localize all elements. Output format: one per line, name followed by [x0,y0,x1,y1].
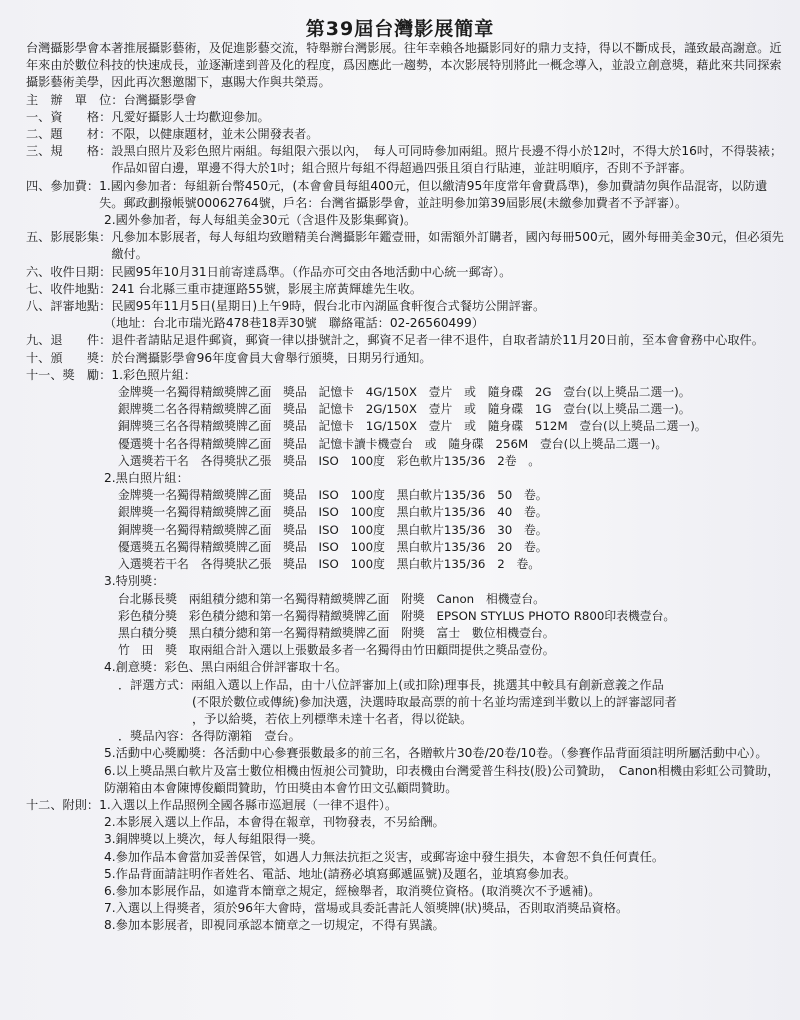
creative-judging-method-cont: (不限於數位或傳統)參加決選，決選時取最高票的前十名並均需達到半數以上的評審認同者 [192,694,677,709]
award-line: 金牌獎一名獨得精緻獎牌乙面 獎品 ISO 100度 黑白軟片135/36 50 卷。 [118,488,548,503]
award-line: 竹 田 獎 取兩組合計入選以上張數最多者一名獨得由竹田顧問提供之獎品壹份。 [118,643,555,658]
section-return [26,332,786,349]
awards-special-heading: 3.特別獎： [104,574,165,589]
section-organizer [26,92,786,109]
section-eligibility [26,109,786,126]
award-line: 銀牌獎一名獨得精緻獎牌乙面 獎品 ISO 100度 黑白軟片135/36 40 卷。 [118,505,548,520]
rule-item: 1.入選以上作品照例全國各縣市巡迴展（一律不退件）。 [99,797,398,812]
section-text: 241 台北縣三重市捷運路55號，影展主席黃輝雄先生收。 [111,281,423,296]
rule-item: 3.銅牌獎以上獎次，每人每組限得一獎。 [104,832,323,847]
judging-address: （地址：台北市瑞光路478巷18弄30號 聯絡電話：02-26560499） [104,316,484,331]
rule-item: 4.參加作品本會當加妥善保管，如遇人力無法抗拒之災害，或郵寄途中發生損失，本會恕不負任何責任。 [104,849,665,864]
section-label: 九、退 件： [26,333,112,348]
section-subject [26,126,786,143]
section-award-ceremony [26,350,786,367]
section-text: 凡愛好攝影人士均歡迎參加。 [111,109,270,124]
section-text: 凡參加本影展者，每人每組均致贈精美台灣攝影年鑑壹冊，如需額外訂購者，國內每冊500元，國外每冊美金30元，但必須先繳付。 [111,230,784,262]
document-body [26,40,786,935]
section-awards [26,367,786,384]
section-judging [26,298,786,315]
award-line: 黑白積分獎 黑白積分總和第一名獨得精緻獎牌乙面 附獎 富士 數位相機壹台。 [118,625,555,640]
section-text: 民國95年10月31日前寄達爲準。（作品亦可交由各地活動中心統一郵寄）。 [111,264,512,279]
award-line: 銅牌獎三名各得精緻獎牌乙面 獎品 記憶卡 1G/150X 壹片 或 隨身碟 512M 壹台(以上獎品二選一)。 [118,419,707,434]
section-label: 二、題 材： [26,127,112,142]
section-label: 六、收件日期： [26,264,112,279]
award-line: 彩色積分獎 彩色積分總和第一名獨得精緻獎牌乙面 附獎 EPSON STYLUS PHOTO R800印表機壹台。 [118,608,676,623]
section-text: 不限，以健康題材，並未公開發表者。 [111,127,319,142]
awards-creative-heading: 4.創意獎：彩色、黑白兩組合併評審取十名。 [104,660,348,675]
section-label: 十一、獎 勵： [26,367,112,382]
section-text: 民國95年11月5日(星期日)上午9時，假台北市內湖區食軒復合式餐坊公開評審。 [111,299,546,314]
rule-item: 5.作品背面請註明作者姓名、電話、地址(請務必填寫郵遞區號)及題名，並填寫參加表。 [104,866,577,881]
award-line: 入選獎若干名 各得獎狀乙張 獎品 ISO 100度 黑白軟片135/36 2 卷。 [118,557,541,572]
creative-judging-method: ．評選方式：兩組入選以上作品，由十八位評審加上(或扣除)理事長，挑選其中較具有創新意義之作品 [118,677,664,692]
award-line: 優選獎五名獨得精緻獎牌乙面 獎品 ISO 100度 黑白軟片135/36 20 卷。 [118,539,548,554]
rule-item: 7.入選以上得獎者，須於96年大會時，當場或具委託書託人領獎牌(狀)獎品，否則取消獎品資格。 [104,901,629,916]
section-label: 一、資 格： [26,109,112,124]
awards-center-prize: 5.活動中心獎勵獎：各活動中心參賽張數最多的前三名，各贈軟片30卷/20卷/10卷。（參賽作品背面須註明所屬活動中心）。 [104,746,768,761]
awards-bw-heading: 2.黑白照片組： [104,471,189,486]
rule-item: 2.本影展入選以上作品，本會得在報章，刊物發表，不另給酬。 [104,815,445,830]
award-line: 入選獎若干名 各得獎狀乙張 獎品 ISO 100度 彩色軟片135/36 2卷 。 [118,453,541,468]
awards-sponsors: 6.以上獎品黑白軟片及富士數位相機由恆昶公司贊助，印表機由台灣愛普生科技(股)公司贊助， Canon相機由彩虹公司贊助，防潮箱由本會陳博俊顧問贊助，竹田獎由本會竹田文弘顧問贊助。 [104,763,780,795]
rule-item: 8.參加本影展者，即視同承認本簡章之一切規定，不得有異議。 [104,918,445,933]
section-fee [26,178,786,212]
section-label: 三、規 格： [26,144,112,159]
creative-judging-method-cont: ，予以給獎，若依上列標準未達十名者，得以從缺。 [192,711,473,726]
award-line: 優選獎十名各得精緻獎牌乙面 獎品 記憶卡讀卡機壹台 或 隨身碟 256M 壹台(以上獎品二選一)。 [118,436,668,451]
creative-prize: ．獎品內容：各得防潮箱 壹台。 [118,729,301,744]
section-text: 於台灣攝影學會96年度會員大會舉行頒獎，日期另行通知。 [111,350,432,365]
award-line: 金牌獎一名獨得精緻獎牌乙面 獎品 記憶卡 4G/150X 壹片 或 隨身碟 2G 壹台(以上獎品二選一)。 [118,385,691,400]
intro-paragraph: 台灣攝影學會本著推展攝影藝術，及促進影藝交流，特舉辦台灣影展。往年幸賴各地攝影同好的鼎力支持，得以不斷成長，謹致最高謝意。近年來由於數位科技的快速成長，並逐漸達到普及化的程度，爲因應此一趨勢，本次影展特別將此一概念導入，並設立創意獎，藉此來共同探索攝影藝術美學，因此再次懇邀閣下，惠賜大作與共榮焉。 [26,41,782,90]
section-album [26,229,786,263]
section-label: 七、收件地點： [26,281,112,296]
section-label: 十、頒 獎： [26,350,112,365]
award-line: 銅牌獎一名獨得精緻獎牌乙面 獎品 ISO 100度 黑白軟片135/36 30 卷。 [118,522,548,537]
award-line: 台北縣長獎 兩組積分總和第一名獨得精緻獎牌乙面 附獎 Canon 相機壹台。 [118,591,545,606]
section-label: 十二、附則： [26,797,100,812]
section-text: 設黑白照片及彩色照片兩組。每組限六張以內， 每人可同時參加兩組。照片長邊不得小於12吋，不得大於16吋，不得裝裱；作品如留白邊，單邊不得大於1吋；組合照片每組不得超過四張且須自行貼連，並註明順序，否則不予評審。 [111,144,783,176]
section-rules [26,797,786,814]
rule-item: 6.參加本影展作品，如違背本簡章之規定，經檢舉者，取消獎位資格。(取消獎次不予遞補)。 [104,883,601,898]
page-title: 第39屆台灣影展簡章 [305,18,495,40]
section-label: 四、參加費： [26,178,100,193]
section-text: 1.國內參加者：每組新台幣450元，(本會會員每組400元，但以繳清95年度常年會費爲準)，參加費請勿與作品混寄，以防遺失。郵政劃撥帳號00062764號，戶名：台灣省攝影學會，並註明參加第39屆影展(未繳參加費者不予評審）。 [99,178,768,210]
fee-foreign: 2.國外參加者，每人每組美金30元（含退件及影集郵資)。 [104,213,417,228]
section-label: 五、影展影集： [26,230,112,245]
section-text: 退件者請貼足退件郵資，郵資一律以掛號計之，郵資不足者一律不退件，自取者請於11月20日前，至本會會務中心取件。 [111,333,764,348]
section-text: 台灣攝影學會 [123,92,197,107]
section-deadline [26,264,786,281]
section-specs [26,143,786,177]
section-address [26,281,786,298]
section-label: 主 辦 單 位： [26,92,124,107]
section-label: 八、評審地點： [26,299,112,314]
award-line: 銀牌獎二名各得精緻獎牌乙面 獎品 記憶卡 2G/150X 壹片 或 隨身碟 1G 壹台(以上獎品二選一)。 [118,402,691,417]
awards-color-heading: 1.彩色照片組： [111,367,197,382]
